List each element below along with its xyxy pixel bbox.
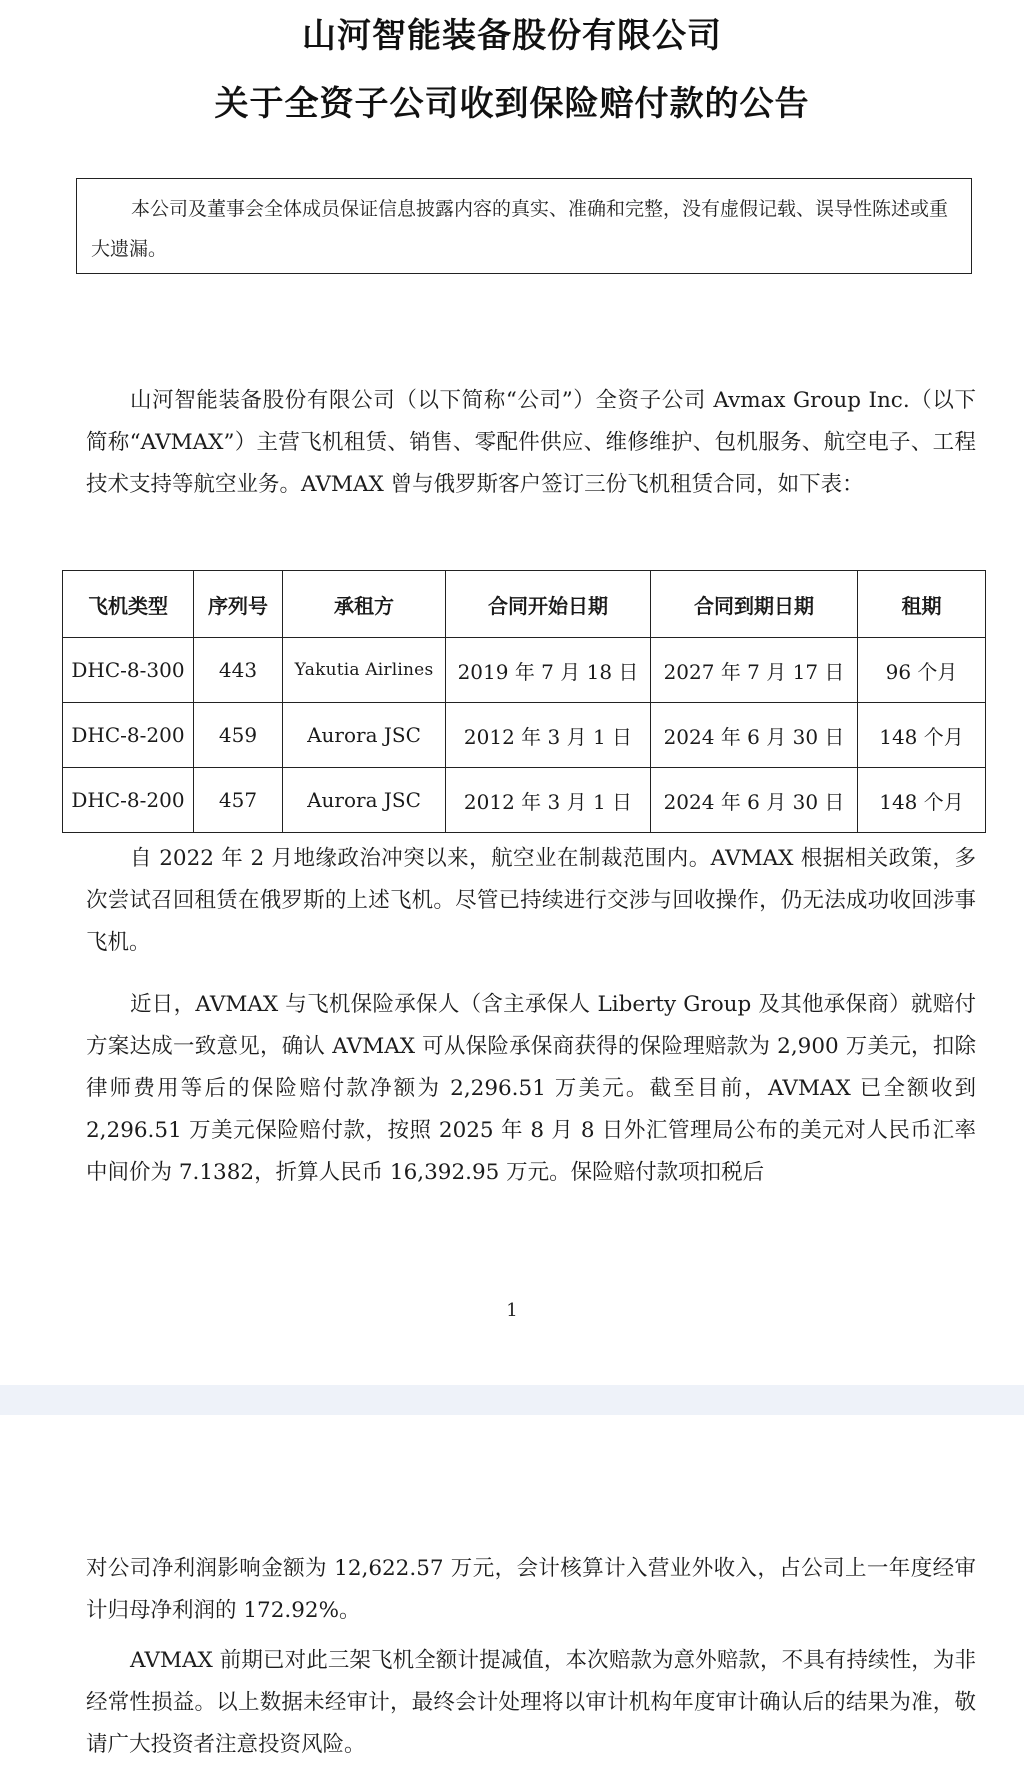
cell-serial-number: 459	[194, 703, 283, 768]
cell-end-date: 2027 年 7 月 17 日	[651, 638, 858, 703]
cell-end-date: 2024 年 6 月 30 日	[651, 703, 858, 768]
intro-paragraph: 山河智能装备股份有限公司（以下简称“公司”）全资子公司 Avmax Group Inc.（以下简称“AVMAX”）主营飞机租赁、销售、零配件供应、维修维护、包机服务、航空电子、工程技术支持等航空业务。AVMAX 曾与俄罗斯客户签订三份飞机租赁合同，如下表：	[86, 388, 976, 497]
header-serial-number: 序列号	[194, 571, 283, 638]
header-lease-term: 租期	[858, 571, 986, 638]
insurance-settlement-paragraph: 近日，AVMAX 与飞机保险承保人（含主承保人 Liberty Group 及其他承保商）就赔付方案达成一致意见，确认 AVMAX 可从保险承保商获得的保险理赔款为 2,900 万美元，扣除律师费用等后的保险赔付款净额为 2,296.51 万美元。截至目前，AVMAX 已全额收到 2,296.51 万美元保险赔付款，按照 2025 年 8 月 8 日外汇管理局公布的美元对人民币汇率中间价为 7.1382，折算人民币 16,392.95 万元。保险赔付款项扣税后	[86, 992, 976, 1185]
table-row	[63, 638, 986, 703]
document-page-2	[0, 1415, 1024, 1783]
impairment-notice-paragraph: AVMAX 前期已对此三架飞机全额计提减值，本次赔款为意外赔款，不具有持续性，为非经常性损益。以上数据未经审计，最终会计处理将以审计机构年度审计确认后的结果为准，敬请广大投资者注意投资风险。	[86, 1648, 976, 1757]
cell-serial-number: 457	[194, 768, 283, 833]
cell-lease-term: 148 个月	[858, 768, 986, 833]
cell-lease-term: 148 个月	[858, 703, 986, 768]
header-start-date: 合同开始日期	[446, 571, 651, 638]
cell-aircraft-type: DHC-8-200	[63, 768, 194, 833]
cell-aircraft-type: DHC-8-300	[63, 638, 194, 703]
page-number: 1	[506, 1300, 518, 1321]
cell-lessee: Aurora JSC	[283, 703, 446, 768]
net-profit-impact-paragraph: 对公司净利润影响金额为 12,622.57 万元，会计核算计入营业外收入，占公司上一年度经审计归母净利润的 172.92%。	[86, 1556, 976, 1623]
cell-aircraft-type: DHC-8-200	[63, 703, 194, 768]
sanctions-paragraph: 自 2022 年 2 月地缘政治冲突以来，航空业在制裁范围内。AVMAX 根据相关政策，多次尝试召回租赁在俄罗斯的上述飞机。尽管已持续进行交涉与回收操作，仍无法成功收回涉事飞机。	[86, 846, 976, 955]
cell-end-date: 2024 年 6 月 30 日	[651, 768, 858, 833]
header-lessee: 承租方	[283, 571, 446, 638]
cell-start-date: 2012 年 3 月 1 日	[446, 768, 651, 833]
table-row	[63, 768, 986, 833]
cell-lessee: Aurora JSC	[283, 768, 446, 833]
lease-contract-table	[62, 570, 986, 833]
cell-serial-number: 443	[194, 638, 283, 703]
cell-start-date: 2012 年 3 月 1 日	[446, 703, 651, 768]
disclosure-notice-box: 本公司及董事会全体成员保证信息披露内容的真实、准确和完整，没有虚假记载、误导性陈述或重大遗漏。	[76, 178, 972, 274]
header-aircraft-type: 飞机类型	[63, 571, 194, 638]
header-end-date: 合同到期日期	[651, 571, 858, 638]
table-row	[63, 703, 986, 768]
cell-start-date: 2019 年 7 月 18 日	[446, 638, 651, 703]
announcement-title: 关于全资子公司收到保险赔付款的公告	[214, 84, 810, 124]
cell-lessee: Yakutia Airlines	[283, 638, 446, 703]
company-title: 山河智能装备股份有限公司	[302, 16, 722, 56]
cell-lease-term: 96 个月	[858, 638, 986, 703]
table-header-row	[63, 571, 986, 638]
page-separator	[0, 1385, 1024, 1415]
